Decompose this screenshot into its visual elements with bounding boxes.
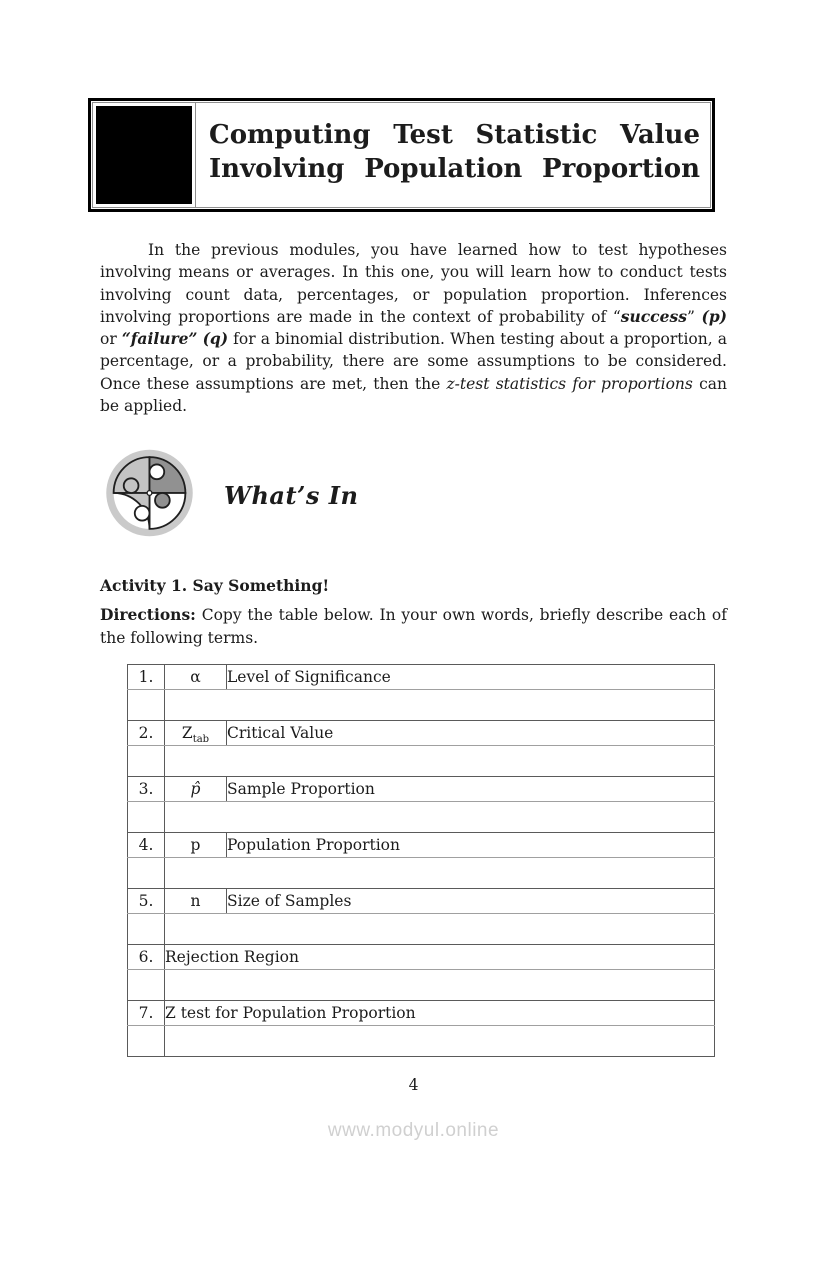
answer-left-cell bbox=[128, 858, 165, 889]
whats-in-section bbox=[102, 447, 727, 543]
term-description-cell: Sample Proportion bbox=[227, 777, 715, 802]
term-symbol: p bbox=[190, 836, 201, 855]
module-title-banner-inner bbox=[92, 102, 711, 208]
page bbox=[0, 98, 826, 1142]
terms-table bbox=[127, 664, 715, 1057]
module-title-banner bbox=[88, 98, 715, 212]
table-row bbox=[128, 889, 715, 914]
term-symbol: p̂ bbox=[190, 780, 201, 799]
intro-bold-success: success bbox=[620, 306, 687, 326]
term-description-cell: Level of Significance bbox=[227, 665, 715, 690]
intro-text-2: ” bbox=[686, 307, 702, 326]
term-description-cell: Size of Samples bbox=[227, 889, 715, 914]
term-symbol-cell bbox=[165, 777, 227, 802]
intro-bold-q: (q) bbox=[202, 329, 229, 349]
answer-write-cell bbox=[165, 1026, 715, 1057]
table-row bbox=[128, 721, 715, 746]
puzzle-icon bbox=[102, 447, 197, 543]
table-row bbox=[128, 777, 715, 802]
intro-text-5: for a binomial distribution. When testing about a proportion, a percentage, or a probability, there are some assumptions to be considered. Once these assumptions are met, then the bbox=[100, 330, 727, 393]
table-row bbox=[128, 1001, 715, 1026]
answer-left-cell bbox=[128, 1026, 165, 1057]
answer-write-cell bbox=[165, 914, 715, 945]
page-number: 4 bbox=[408, 1076, 419, 1095]
answer-left-cell bbox=[128, 914, 165, 945]
intro-text-6: can be applied. bbox=[100, 374, 727, 416]
term-symbol: n bbox=[190, 892, 201, 911]
intro-text-1: In the previous modules, you have learned how to test hypotheses involving means or averages. In this one, you will learn how to conduct tests involving count data, percentages, or population proportion. Inferences involving proportions are made in the context of probability of “ bbox=[100, 241, 727, 326]
term-symbol-cell bbox=[165, 721, 227, 746]
whats-in-heading: What’s In bbox=[224, 480, 359, 510]
term-description-cell: Rejection Region bbox=[165, 945, 715, 970]
module-number-block bbox=[93, 103, 196, 207]
directions-label: Directions: bbox=[100, 605, 196, 625]
row-number-cell: 4. bbox=[128, 833, 165, 858]
term-description-cell: Critical Value bbox=[227, 721, 715, 746]
term-symbol-cell bbox=[165, 833, 227, 858]
term-symbol-cell bbox=[165, 889, 227, 914]
intro-text-3: or bbox=[100, 330, 122, 349]
term-symbol-subscript: tab bbox=[192, 734, 210, 746]
row-number-cell: 1. bbox=[128, 665, 165, 690]
intro-bold-p: (p) bbox=[701, 306, 727, 326]
answer-left-cell bbox=[128, 746, 165, 777]
row-number-cell: 5. bbox=[128, 889, 165, 914]
black-square bbox=[96, 106, 192, 204]
answer-write-cell bbox=[165, 858, 715, 889]
answer-row bbox=[128, 858, 715, 889]
term-symbol: Z bbox=[181, 724, 193, 743]
table-row bbox=[128, 833, 715, 858]
module-title bbox=[196, 103, 710, 207]
answer-row bbox=[128, 690, 715, 721]
term-description-cell: Population Proportion bbox=[227, 833, 715, 858]
row-number-cell: 2. bbox=[128, 721, 165, 746]
row-number-cell: 3. bbox=[128, 777, 165, 802]
intro-bold-failure: “failure” bbox=[121, 329, 198, 349]
directions-paragraph bbox=[100, 604, 727, 649]
table-row bbox=[128, 665, 715, 690]
answer-row bbox=[128, 746, 715, 777]
answer-left-cell bbox=[128, 802, 165, 833]
answer-write-cell bbox=[165, 970, 715, 1001]
row-number-cell: 7. bbox=[128, 1001, 165, 1026]
module-title-line-2: Involving Population Proportion bbox=[209, 154, 700, 184]
term-description-cell: Z test for Population Proportion bbox=[165, 1001, 715, 1026]
intro-italic-ztest: z-test statistics for proportions bbox=[446, 374, 693, 393]
term-symbol: α bbox=[190, 668, 201, 687]
activity-heading: Activity 1. Say Something! bbox=[100, 576, 330, 596]
module-title-line-1: Computing Test Statistic Value bbox=[209, 120, 700, 150]
answer-row bbox=[128, 914, 715, 945]
answer-left-cell bbox=[128, 970, 165, 1001]
row-number-cell: 6. bbox=[128, 945, 165, 970]
term-symbol-cell bbox=[165, 665, 227, 690]
table-row bbox=[128, 945, 715, 970]
answer-left-cell bbox=[128, 690, 165, 721]
answer-write-cell bbox=[165, 690, 715, 721]
directions-text: Copy the table below. In your own words, briefly describe each of the following terms. bbox=[100, 606, 727, 647]
answer-write-cell bbox=[165, 746, 715, 777]
answer-row bbox=[128, 802, 715, 833]
answer-row bbox=[128, 970, 715, 1001]
activity-table-body bbox=[128, 665, 715, 1057]
intro-paragraph bbox=[100, 239, 727, 417]
watermark: www.modyul.online bbox=[327, 1120, 500, 1142]
answer-row bbox=[128, 1026, 715, 1057]
answer-write-cell bbox=[165, 802, 715, 833]
